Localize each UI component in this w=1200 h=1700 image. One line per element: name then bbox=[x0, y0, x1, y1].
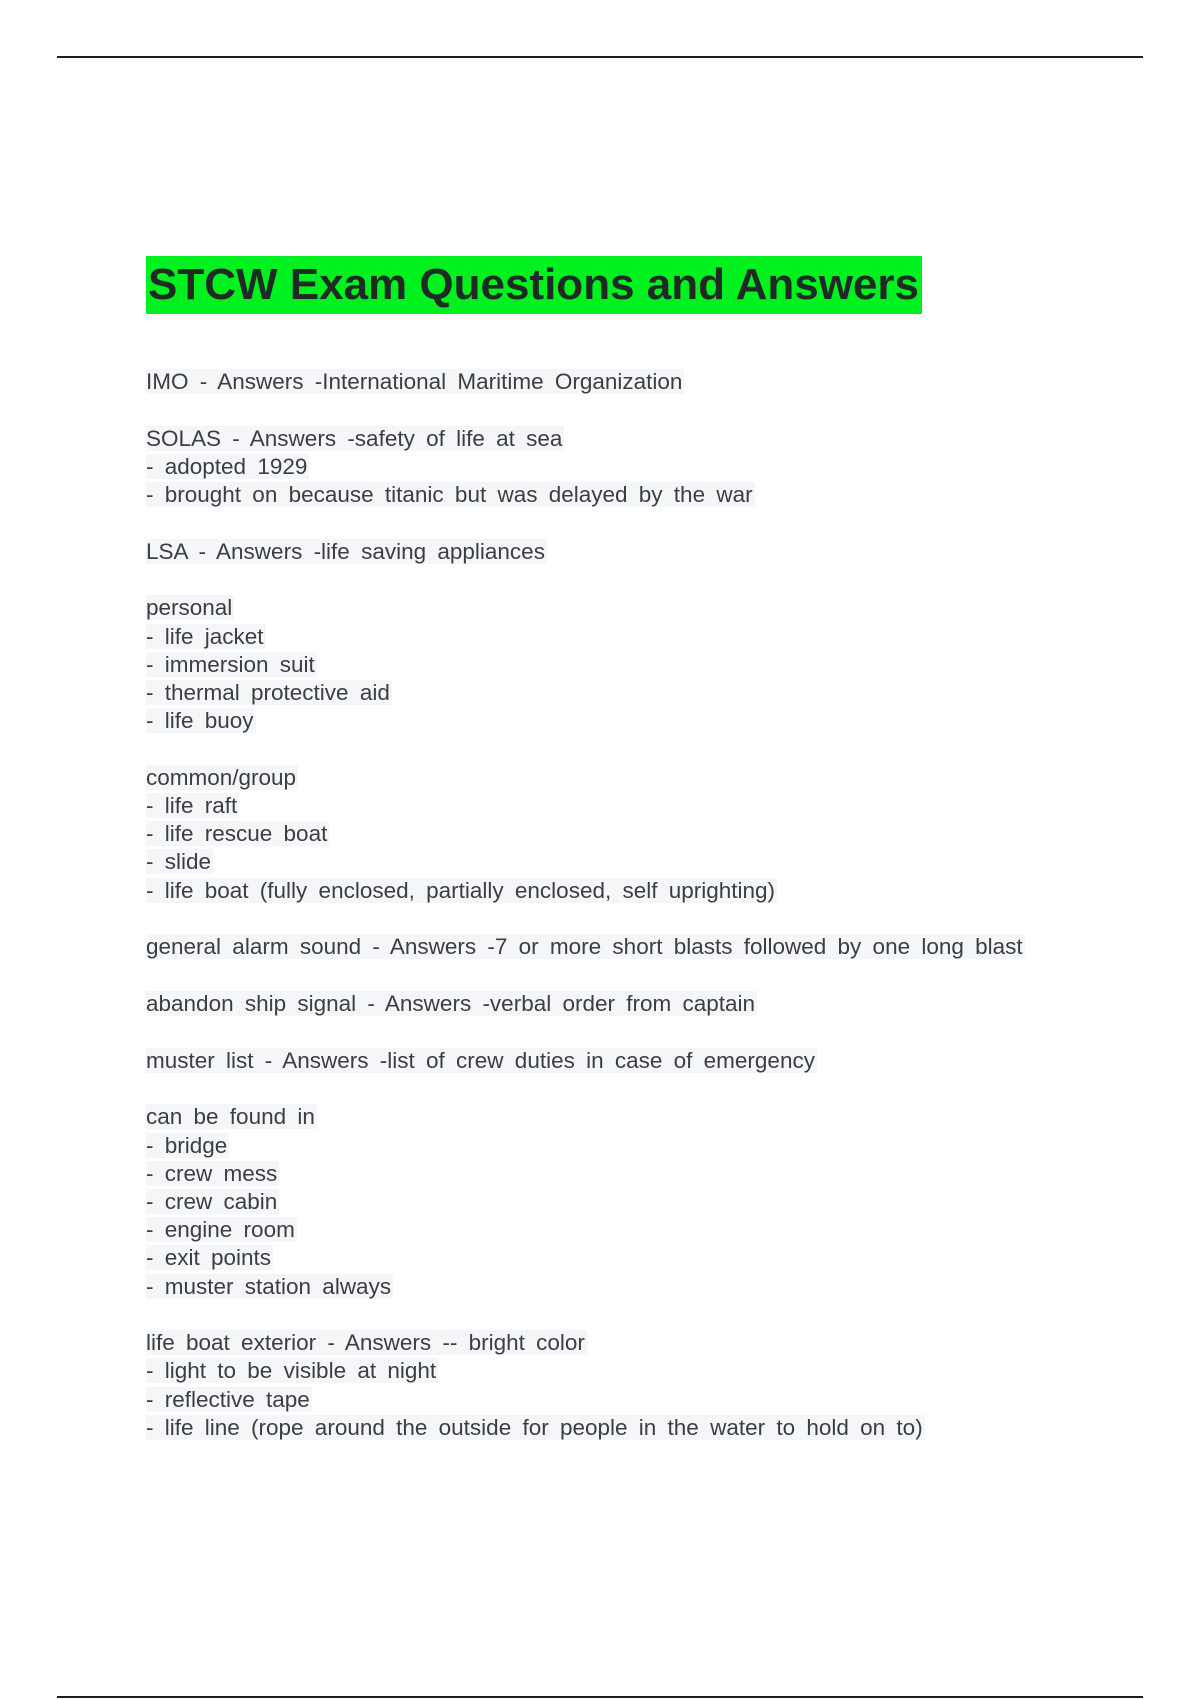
list-item: - bridge bbox=[146, 1132, 228, 1158]
list-item: - thermal protective aid bbox=[146, 680, 390, 705]
text-line: - brought on because titanic but was delayed by the war bbox=[146, 482, 753, 508]
list-item: - life buoy bbox=[146, 708, 254, 734]
list-item: - life rescue boat bbox=[146, 821, 328, 847]
list-item: - life raft bbox=[146, 793, 238, 819]
text-line: life boat exterior - Answers -- bright color bbox=[146, 1330, 585, 1356]
list-block-personal bbox=[146, 594, 1146, 735]
qa-block-imo bbox=[146, 368, 1146, 396]
list-heading: can be found in bbox=[146, 1104, 315, 1130]
list-block-common-group bbox=[146, 764, 1146, 905]
text-line: IMO - Answers -International Maritime Organization bbox=[146, 369, 683, 394]
qa-block-lsa bbox=[146, 538, 1146, 566]
document-body bbox=[146, 368, 1146, 1470]
text-line: SOLAS - Answers -safety of life at sea bbox=[146, 425, 563, 451]
qa-block-lifeboat-exterior bbox=[146, 1329, 1146, 1442]
text-line: muster list - Answers -list of crew duties in case of emergency bbox=[146, 1047, 815, 1073]
top-rule bbox=[57, 56, 1143, 58]
list-heading: common/group bbox=[146, 764, 297, 790]
qa-block-general-alarm bbox=[146, 933, 1146, 961]
list-item: - life line (rope around the outside for people in the water to hold on to) bbox=[146, 1414, 923, 1440]
document-title: STCW Exam Questions and Answers bbox=[146, 256, 922, 314]
list-item: - life boat (fully enclosed, partially enclosed, self uprighting) bbox=[146, 877, 776, 903]
list-item: - crew cabin bbox=[146, 1188, 278, 1214]
text-line: general alarm sound - Answers -7 or more short blasts followed by one long blast bbox=[146, 934, 1023, 960]
list-item: - life jacket bbox=[146, 623, 264, 649]
text-line: abandon ship signal - Answers -verbal order from captain bbox=[146, 991, 756, 1016]
list-block-found-in bbox=[146, 1103, 1146, 1300]
list-item: - engine room bbox=[146, 1217, 295, 1243]
qa-block-abandon-ship bbox=[146, 990, 1146, 1018]
list-item: - exit points bbox=[146, 1245, 272, 1271]
list-item: - reflective tape bbox=[146, 1386, 310, 1412]
list-item: - muster station always bbox=[146, 1273, 392, 1299]
list-item: - slide bbox=[146, 849, 212, 875]
qa-block-solas bbox=[146, 425, 1146, 510]
list-item: - crew mess bbox=[146, 1160, 278, 1186]
list-item: - immersion suit bbox=[146, 651, 315, 677]
text-line: LSA - Answers -life saving appliances bbox=[146, 538, 545, 564]
qa-block-muster-list bbox=[146, 1047, 1146, 1075]
list-item: - light to be visible at night bbox=[146, 1358, 437, 1384]
text-line: - adopted 1929 bbox=[146, 453, 308, 479]
list-heading: personal bbox=[146, 595, 233, 621]
bottom-rule bbox=[57, 1696, 1143, 1698]
